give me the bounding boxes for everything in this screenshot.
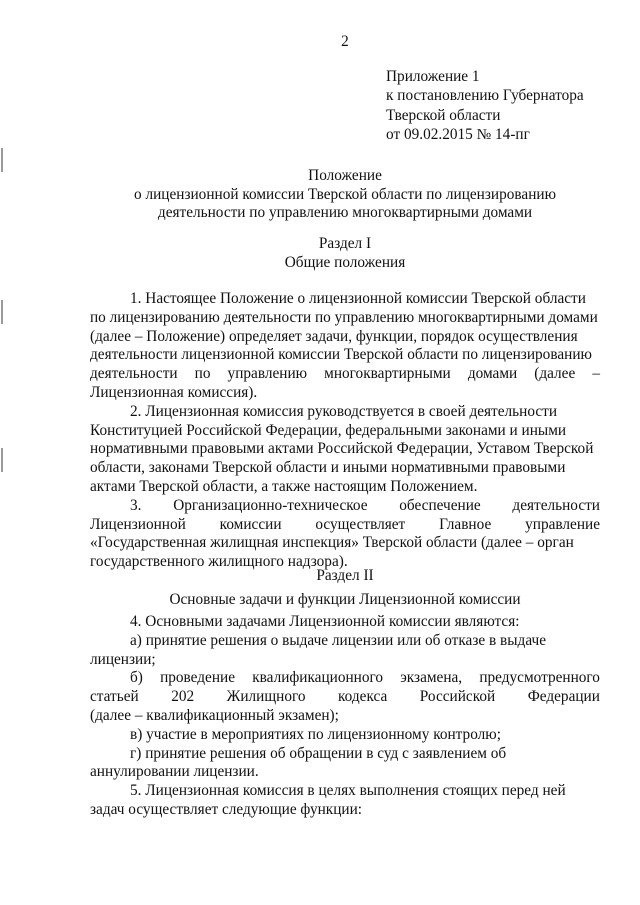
line-text: Жилищного	[226, 688, 306, 706]
line-text: комиссии	[219, 515, 282, 533]
paragraph-line	[90, 309, 600, 328]
appendix-block	[386, 67, 584, 144]
paragraph-line	[90, 651, 600, 670]
section-name: Общие положения	[284, 253, 406, 271]
document-title	[90, 167, 600, 223]
line-text: нормативными правовыми актами Российской Федерации, Уставом Тверской	[90, 440, 594, 458]
line-text: Конституцией Российской Федерации, федеральными законами и иными	[90, 421, 567, 439]
line-text: (далее – Положение) определяет задачи, функции, порядок осуществления	[90, 327, 578, 345]
section-label: Раздел I	[318, 235, 372, 252]
section-name: Основные задачи и функции Лицензионной комиссии	[169, 590, 521, 608]
line-text: 202	[171, 688, 195, 706]
line-text: предусмотренного	[479, 669, 600, 687]
line-text: 3.	[130, 496, 142, 514]
section-label: Раздел II	[316, 567, 374, 584]
line-text: по	[194, 365, 211, 383]
paragraph-line	[90, 745, 600, 764]
line-text: Федерации	[527, 688, 600, 706]
scan-edge-mark	[1, 148, 3, 172]
line-text: деятельности лицензионной комиссии Тверской области по лицензированию	[90, 346, 592, 364]
line-text: задач осуществляет следующие функции:	[90, 800, 363, 818]
line-text: управлению	[227, 365, 308, 383]
line-text: г) принятие решения об обращении в суд с заявлением об	[130, 744, 507, 762]
line-text: обеспечение	[399, 496, 481, 514]
paragraph-line	[90, 328, 600, 347]
line-text: экзамена,	[400, 669, 463, 687]
line-text: лицензии;	[90, 650, 156, 668]
paragraph-line	[90, 632, 600, 651]
line-text: (далее	[534, 365, 576, 383]
line-text: проведение	[160, 669, 236, 687]
title-line: деятельности по управлению многоквартирными домами	[157, 204, 533, 222]
appendix-line: к постановлению Губернатора	[386, 87, 584, 105]
line-text: –	[592, 365, 600, 383]
paragraph-line	[90, 365, 600, 384]
paragraph-line	[90, 290, 600, 309]
paragraph-line	[90, 726, 600, 745]
line-text: «Государственная жилищная инспекция» Тверской области (далее – орган	[90, 534, 574, 552]
line-text: актами Тверской области, а также настоящим Положением.	[90, 477, 478, 495]
line-text: управление	[525, 515, 600, 533]
title-line: о лицензионной комиссии Тверской области по лицензированию	[133, 185, 556, 203]
line-text: (далее – квалификационный экзамен);	[90, 706, 339, 724]
line-text: 4. Основными задачами Лицензионной комиссии являются:	[130, 613, 520, 630]
line-text: б)	[130, 669, 143, 687]
paragraph-line	[90, 422, 600, 441]
line-text: Лицензионной	[90, 515, 186, 533]
line-text: 5. Лицензионная комиссия в целях выполнения стоящих перед ней	[130, 782, 566, 800]
line-text: 1. Настоящее Положение о лицензионной комиссии Тверской области	[130, 290, 586, 307]
line-text: домами	[467, 365, 518, 383]
section-2-body	[90, 613, 600, 820]
line-text: Российской	[419, 688, 496, 706]
paragraph-line	[90, 459, 600, 478]
paragraph-line	[90, 403, 600, 422]
appendix-line: от 09.02.2015 № 14-пг	[386, 125, 530, 143]
paragraph-line	[90, 801, 600, 820]
line-text: Главное	[439, 515, 492, 533]
line-text: области, законами Тверской области и иными нормативными правовыми	[90, 459, 566, 477]
paragraph-line	[90, 346, 600, 365]
section-1-body	[90, 290, 600, 572]
line-text: в) участие в мероприятиях по лицензионному контролю;	[130, 725, 501, 743]
appendix-line: Тверской области	[386, 106, 501, 124]
page-number: 2	[341, 33, 349, 50]
paragraph-line	[90, 782, 600, 801]
paragraph-line	[90, 497, 600, 516]
paragraph-line	[90, 516, 600, 535]
line-text: Организационно-техническое	[173, 496, 368, 514]
paragraph-line	[90, 534, 600, 553]
line-text: 2. Лицензионная комиссия руководствуется в своей деятельности	[130, 402, 558, 420]
paragraph-line	[90, 613, 600, 632]
title-line: Положение	[308, 167, 382, 184]
scan-edge-mark	[1, 448, 3, 472]
paragraph-line	[90, 478, 600, 497]
line-text: кодекса	[338, 688, 388, 706]
paragraph-line	[90, 688, 600, 707]
line-text: осуществляет	[315, 515, 406, 533]
line-text: а) принятие решения о выдаче лицензии или об отказе в выдаче	[130, 631, 546, 649]
line-text: по лицензированию деятельности по управлению многоквартирными домами	[90, 308, 598, 326]
line-text: аннулировании лицензии.	[90, 763, 259, 781]
line-text: многоквартирными	[324, 365, 451, 383]
line-text: квалификационного	[252, 669, 384, 687]
paragraph-line	[90, 384, 600, 403]
paragraph-line	[90, 763, 600, 782]
line-text: статьей	[90, 688, 139, 706]
paragraph-line	[90, 440, 600, 459]
line-text: деятельности	[90, 365, 178, 383]
line-text: Лицензионная комиссия).	[90, 383, 258, 401]
appendix-line: Приложение 1	[386, 68, 480, 85]
section-1-heading	[90, 235, 600, 272]
line-text: деятельности	[512, 496, 600, 514]
line-text: государственного жилищного надзора).	[90, 553, 348, 571]
section-2-heading	[90, 567, 600, 609]
scan-edge-mark	[1, 300, 3, 324]
paragraph-line	[90, 669, 600, 688]
paragraph-line	[90, 707, 600, 726]
